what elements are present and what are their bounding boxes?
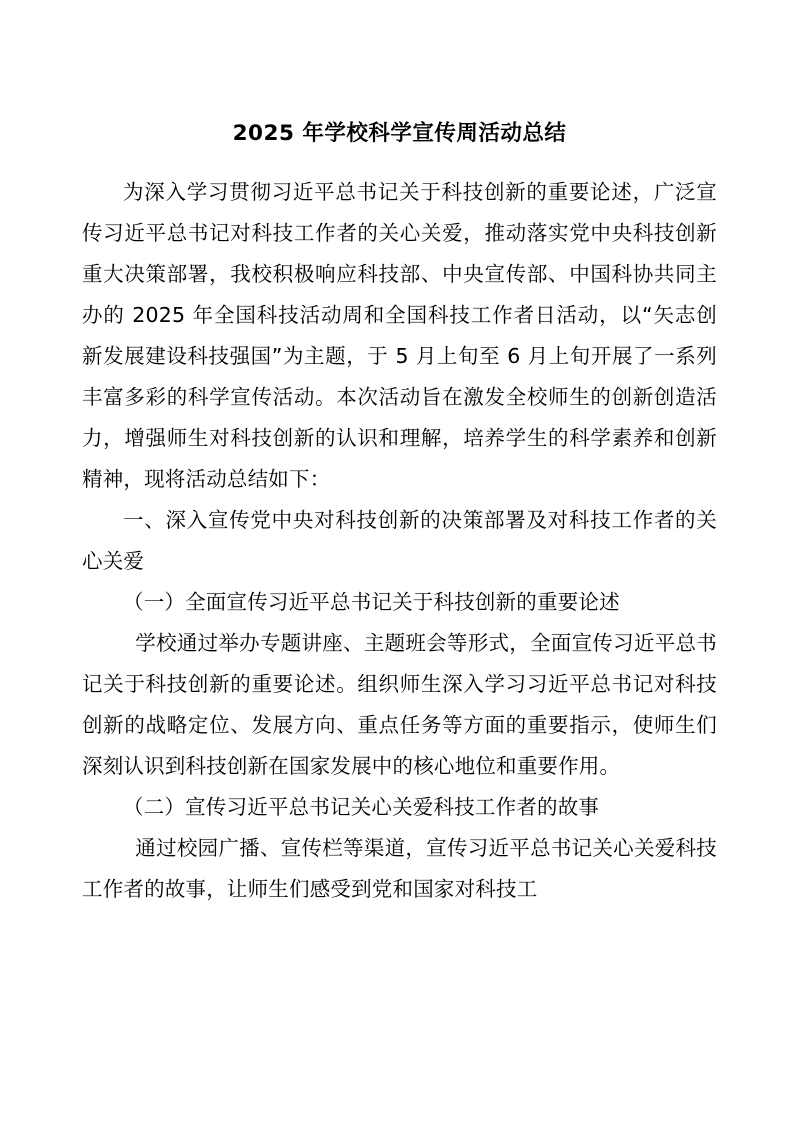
paragraph-intro: 为深入学习贯彻习近平总书记关于科技创新的重要论述，广泛宣传习近平总书记对科技工作者的关心关爱，推动落实党中央科技创新重大决策部署，我校积极响应科技部、中央宣传部、中国科协共同主办的 2025 年全国科技活动周和全国科技工作者日活动，以“矢志创新发展建设科技强国”为主题，于 5 月上旬至 6 月上旬开展了一系列丰富多彩的科学宣传活动。本次活动旨在激发全校师生的创新创造活力，增强师生对科技创新的认识和理解，培养学生的科学素养和创新精神，现将活动总结如下： bbox=[82, 180, 717, 492]
paragraph-subsection-one-one: （一）全面宣传习近平总书记关于科技创新的重要论述 bbox=[123, 590, 620, 615]
paragraph-subsection-one-two-body: 通过校园广播、宣传栏等渠道，宣传习近平总书记关心关爱科技工作者的故事，让师生们感受到党和国家对科技工 bbox=[82, 836, 717, 902]
paragraph-subsection-one-one-body: 学校通过举办专题讲座、主题班会等形式，全面宣传习近平总书记关于科技创新的重要论述。组织师生深入学习习近平总书记对科技创新的战略定位、发展方向、重点任务等方面的重要指示，使师生们深刻认识到科技创新在国家发展中的核心地位和重要作用。 bbox=[82, 631, 717, 779]
paragraph-section-heading-one: 一、深入宣传党中央对科技创新的决策部署及对科技工作者的关心关爱 bbox=[82, 508, 717, 574]
page-title: 2025 年学校科学宣传周活动总结 bbox=[232, 121, 567, 146]
paragraph-subsection-one-two: （二）宣传习近平总书记关心关爱科技工作者的故事 bbox=[123, 795, 600, 820]
